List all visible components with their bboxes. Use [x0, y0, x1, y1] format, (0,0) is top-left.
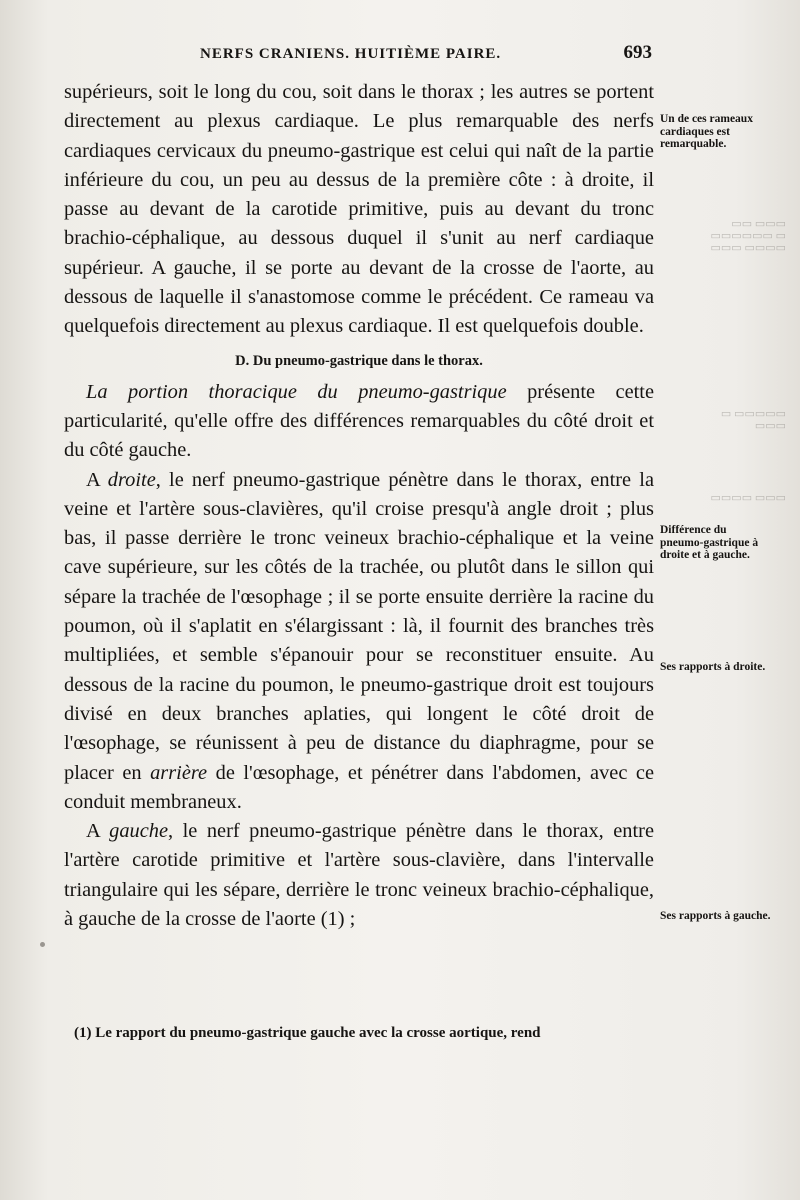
margin-note-right-relations: Ses rapports à droite.	[660, 661, 766, 673]
running-title: NERFS CRANIENS. HUITIÈME PAIRE.	[200, 46, 502, 62]
section-heading: D. Du pneumo-gastrique dans le thorax.	[235, 352, 483, 369]
ink-speck	[40, 942, 45, 947]
paragraph-1: supérieurs, soit le long du cou, soit dans le thorax ; les autres se portent directement au plexus cardiaque. Le plus remarquable des nerfs cardiaques cervicaux du pneumo-gastrique est celui qui naît de la partie inférieure du cou, un peu au dessus de la première côte : à droite, il passe au devant de la carotide primitive, puis au devant du tronc brachio-céphalique, au dessous duquel il s'unit au nerf cardiaque supérieur. A gauche, il se porte au devant de la crosse de l'aorte, au dessous de laquelle il s'anastomose comme le précédent. Ce rameau va quelquefois directement au plexus cardiaque. Il est quelquefois double.	[64, 81, 654, 338]
paragraph-4	[64, 817, 654, 934]
paragraph-3-text: , le nerf pneumo-gastrique pénètre dans le thorax, entre la veine et l'artère sous-clavières, qu'il croise presqu'à angle droit ; plus bas, il passe derrière le tronc veineux brachio-céphalique et la veine cave supérieure, sur les côtés de la trachée, ou plutôt dans le sillon qui sépare la trachée de l'œsophage ; il se porte ensuite derrière la racine du poumon, où il s'aplatit en s'élargissant : là, il fournit des branches très multipliées, et semble s'épanouir pour se reconstituer ensuite. Au dessous de la racine du poumon, le pneumo-gastrique droit est toujours divisé en deux branches aplaties, qui longent le côté droit de l'œsophage, se réunissent à peu de distance du diaphragme, pour se placer en	[64, 468, 654, 784]
margin-note-cardiac-branch: Un de ces rameaux cardiaques est remarquable.	[660, 113, 753, 150]
show-through-text-2: ▭▭▭▭▭ ▭ ▭▭▭	[720, 408, 786, 432]
main-text	[64, 78, 654, 934]
footnote: (1) Le rapport du pneumo-gastrique gauche avec la crosse aortique, rend	[74, 1025, 541, 1041]
paragraph-3-italic: droite	[107, 468, 156, 491]
show-through-text: ▭▭▭ ▭▭ ▭ ▭▭▭▭▭▭ ▭▭▭▭ ▭▭▭	[710, 218, 786, 254]
paragraph-2	[64, 378, 654, 466]
paragraph-4-text: , le nerf pneumo-gastrique pénètre dans le thorax, entre l'artère carotide primitive et l'artère sous-clavière, dans l'intervalle triangulaire qui les sépare, derrière le tronc veineux brachio-céphalique, à gauche de la crosse de l'aorte (1) ;	[64, 820, 654, 931]
paragraph-2-italic: La portion thoracique du pneumo-gastrique	[86, 380, 507, 403]
page-number: 693	[623, 42, 652, 63]
paragraph-4-lead: A	[86, 820, 110, 843]
paragraph-3-italic-2: arrière	[150, 761, 208, 784]
paragraph-4-italic: gauche	[109, 820, 169, 843]
show-through-text-3: ▭▭▭ ▭▭▭▭	[710, 492, 786, 504]
page-header	[200, 42, 660, 70]
margin-note-left-relations: Ses rapports à gauche.	[660, 910, 771, 922]
paragraph-3-lead: A	[86, 468, 108, 491]
paragraph-3	[64, 466, 654, 818]
margin-note-difference: Différence du pneumo-gastrique à droite et à gauche.	[660, 524, 759, 561]
paragraph-2-text: présente cette particularité, qu'elle offre des différences remarquables du côté droit et du côté gauche.	[64, 380, 654, 462]
paragraph-3-end: de l'œsophage, et pénétrer dans l'abdomen, avec ce conduit membraneux.	[64, 761, 654, 813]
